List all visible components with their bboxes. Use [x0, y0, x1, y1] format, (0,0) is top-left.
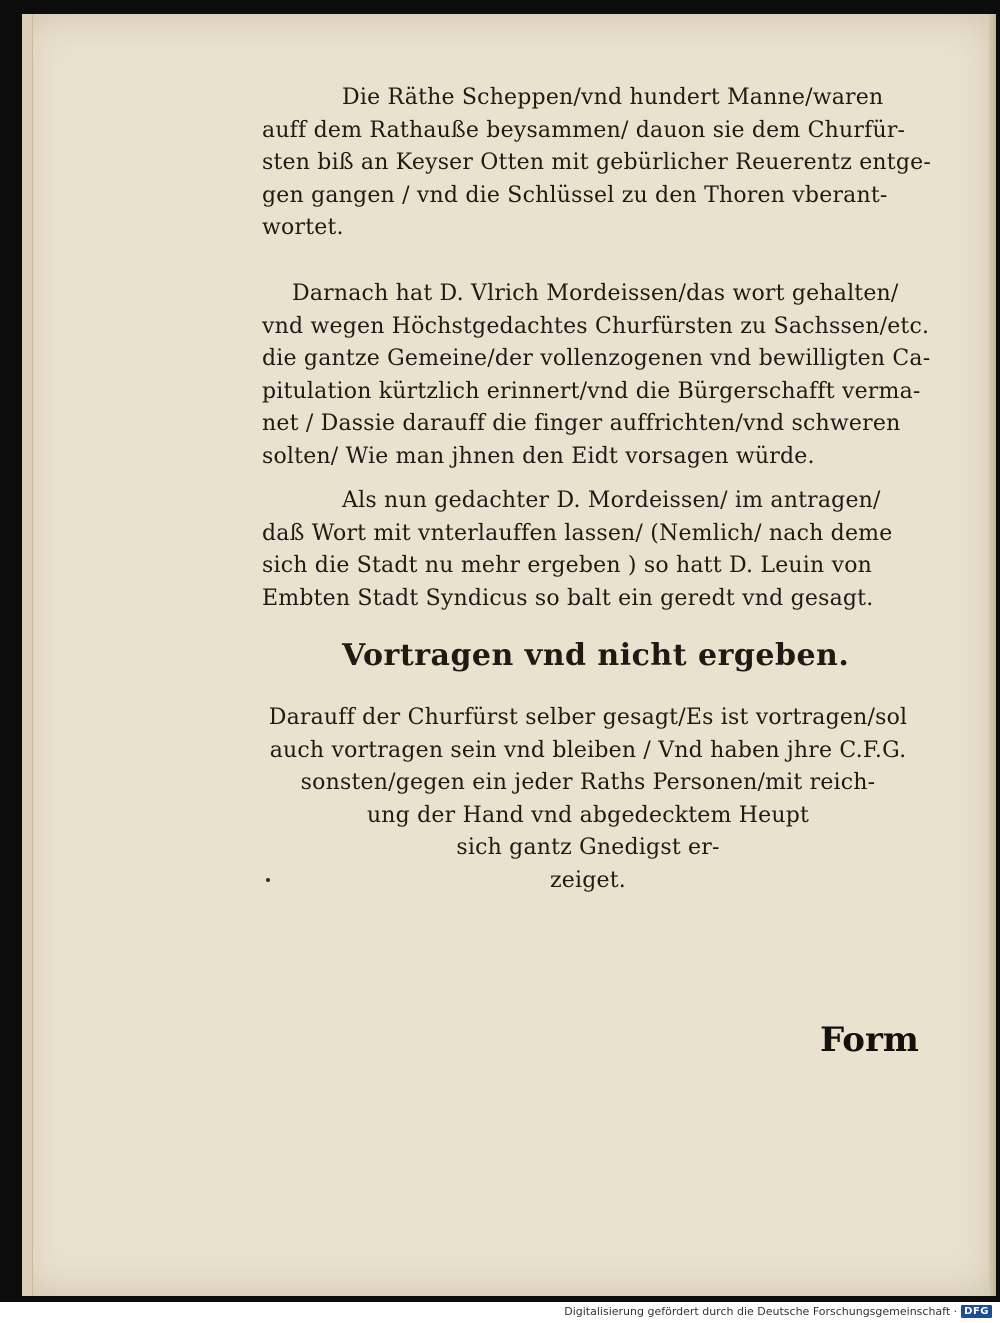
text-line: Darauff der Churfürst selber gesagt/Es ist vortragen/sol — [268, 705, 908, 730]
digitization-credit — [564, 1302, 992, 1320]
paragraph-2 — [262, 278, 931, 473]
closing-paragraph — [262, 702, 914, 897]
text-line: vnd wegen Höchstgedachtes Churfürsten zu Sachssen/etc. — [262, 313, 930, 339]
paragraph-1 — [262, 82, 931, 245]
credit-text: Digitalisierung gefördert durch die Deutsche Forschungsgemeinschaft · — [564, 1304, 958, 1318]
text-line: gen gangen / vnd die Schlüssel zu den Thoren vberant- — [262, 182, 888, 208]
text-line: net / Dassie darauff die finger auffrichten/vnd schweren — [262, 411, 901, 436]
text-line: wortet. — [262, 215, 344, 240]
text-line: auch vortragen sein vnd bleiben / Vnd haben jhre C.F.G. — [269, 737, 907, 763]
text-line: Embten Stadt Syndicus so balt ein geredt vnd gesagt. — [262, 585, 874, 611]
text-line: sich gantz Gnedigst er- — [456, 835, 720, 860]
catchword: Form — [820, 1020, 919, 1060]
text-line: auff dem Rathauße beysammen/ dauon sie dem Churfür- — [262, 117, 906, 143]
text-line: Als nun gedachter D. Mordeissen/ im antragen/ — [342, 488, 881, 513]
text-line: sich die Stadt nu mehr ergeben ) so hatt D. Leuin von — [262, 553, 873, 578]
dfg-logo-icon: DFG — [961, 1305, 992, 1318]
text-line: ung der Hand vnd abgedecktem Heupt — [366, 802, 810, 828]
text-line: zeiget. — [550, 867, 626, 893]
section-heading: Vortragen vnd nicht ergeben. — [342, 638, 850, 673]
page-gutter-edge — [22, 14, 33, 1296]
text-line: Darnach hat D. Vlrich Mordeissen/das wort gehalten/ — [292, 281, 899, 306]
text-line: die gantze Gemeine/der vollenzogenen vnd bewilligten Ca- — [262, 346, 931, 371]
text-line: sten biß an Keyser Otten mit gebürlicher Reuerentz entge- — [262, 150, 931, 175]
ink-speck — [266, 878, 270, 882]
page-fore-edge — [988, 14, 996, 1296]
text-line: pitulation kürtzlich erinnert/vnd die Bürgerschafft verma- — [262, 378, 921, 404]
paragraph-3 — [262, 485, 914, 615]
text-line: sonsten/gegen ein jeder Raths Personen/mit reich- — [300, 770, 876, 795]
text-line: Die Räthe Scheppen/vnd hundert Manne/waren — [342, 85, 884, 110]
text-line: solten/ Wie man jhnen den Eidt vorsagen würde. — [262, 443, 815, 469]
text-line: daß Wort mit vnterlauffen lassen/ (Nemlich/ nach deme — [262, 520, 893, 546]
